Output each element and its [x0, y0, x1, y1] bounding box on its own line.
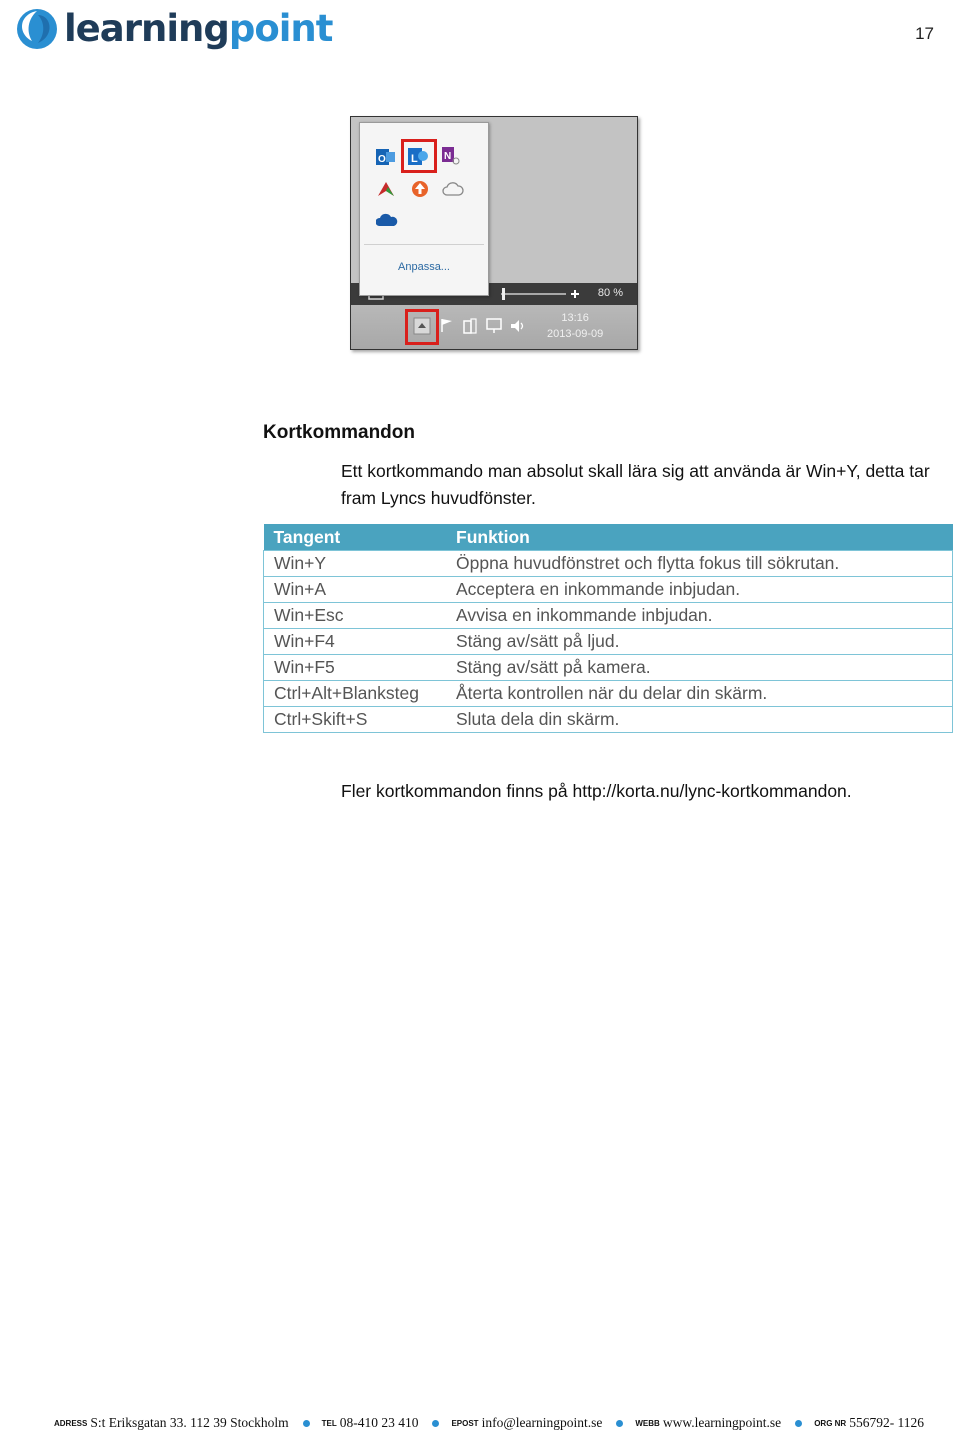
- footer-email-label: EPOST: [451, 1418, 479, 1428]
- flag-icon[interactable]: [439, 317, 455, 333]
- tray-clock[interactable]: [547, 310, 603, 342]
- function-cell: Stäng av/sätt på ljud.: [446, 629, 953, 655]
- footer-bullet-icon: [432, 1420, 439, 1427]
- logo: [14, 4, 332, 52]
- svg-text:O: O: [378, 154, 386, 165]
- popup-divider: [364, 244, 484, 245]
- table-header-row: [264, 524, 953, 551]
- intro-paragraph: Ett kortkommando man absolut skall lära sig att använda är Win+Y, detta tar fram Lyncs huvudfönster.: [341, 461, 930, 508]
- customize-link[interactable]: Anpassa...: [398, 261, 450, 273]
- onenote-icon[interactable]: [442, 145, 462, 167]
- volume-icon[interactable]: [509, 317, 527, 335]
- clock-time: 13:16: [561, 312, 589, 324]
- function-cell: Stäng av/sätt på kamera.: [446, 655, 953, 681]
- page-number: 17: [915, 24, 934, 43]
- footer-web: www.learningpoint.se: [662, 1415, 782, 1430]
- column-header-key: Tangent: [264, 524, 447, 551]
- footer-address: S:t Eriksgatan 33. 112 39 Stockholm: [90, 1415, 289, 1430]
- logo-text-point: point: [228, 6, 333, 50]
- table-row: [264, 707, 953, 733]
- update-icon[interactable]: [410, 179, 430, 199]
- network-icon[interactable]: [485, 317, 503, 335]
- shortcut-table: [263, 524, 953, 733]
- svg-text:L: L: [411, 153, 418, 165]
- tray-screenshot: [350, 116, 638, 350]
- logo-text: [64, 6, 333, 50]
- clock-date: 2013-09-09: [547, 328, 604, 340]
- footer-org-label: ORG NR: [814, 1418, 847, 1428]
- zoom-level: 80 %: [597, 287, 623, 299]
- footer-bullet-icon: [616, 1420, 623, 1427]
- table-row: [264, 655, 953, 681]
- key-cell: Ctrl+Skift+S: [264, 707, 447, 733]
- footer-bullet-icon: [795, 1420, 802, 1427]
- logo-text-learning: learning: [64, 6, 229, 50]
- power-icon[interactable]: [461, 317, 479, 335]
- table-row: [264, 681, 953, 707]
- function-cell: Sluta dela din skärm.: [446, 707, 953, 733]
- footer-org: 556792- 1126: [849, 1415, 925, 1430]
- function-cell: Öppna huvudfönstret och flytta fokus till sökrutan.: [446, 551, 953, 577]
- key-cell: Win+F5: [264, 655, 447, 681]
- key-cell: Win+Y: [264, 551, 447, 577]
- svg-text:N: N: [444, 151, 452, 162]
- footer-bullet-icon: [303, 1420, 310, 1427]
- key-cell: Ctrl+Alt+Blanksteg: [264, 681, 447, 707]
- more-shortcuts-text: Fler kortkommandon finns på http://korta.nu/lync-kortkommandon.: [341, 781, 852, 801]
- function-cell: Avvisa en inkommande inbjudan.: [446, 603, 953, 629]
- acrobat-icon[interactable]: [376, 179, 396, 199]
- table-row: [264, 603, 953, 629]
- footer-email: info@learningpoint.se: [481, 1415, 603, 1430]
- footer: [54, 1415, 924, 1431]
- table-row: [264, 551, 953, 577]
- table-row: [264, 629, 953, 655]
- footer-tel-label: TEL: [321, 1418, 337, 1428]
- onedrive-icon[interactable]: [376, 213, 398, 227]
- tray-arrow-highlight-box: [405, 309, 439, 345]
- key-cell: Win+A: [264, 577, 447, 603]
- table-row: [264, 577, 953, 603]
- key-cell: Win+Esc: [264, 603, 447, 629]
- outlook-icon[interactable]: [376, 147, 396, 167]
- logo-drop-icon: [14, 5, 60, 51]
- function-cell: Återta kontrollen när du delar din skärm.: [446, 681, 953, 707]
- cloud-icon[interactable]: [442, 181, 464, 197]
- footer-tel: 08-410 23 410: [339, 1415, 419, 1430]
- section-heading: Kortkommandon: [263, 422, 415, 443]
- footer-web-label: WEBB: [635, 1418, 660, 1428]
- footer-address-label: ADRESS: [54, 1418, 88, 1428]
- function-cell: Acceptera en inkommande inbjudan.: [446, 577, 953, 603]
- column-header-function: Funktion: [446, 524, 953, 551]
- lync-highlight-box: [401, 139, 437, 173]
- key-cell: Win+F4: [264, 629, 447, 655]
